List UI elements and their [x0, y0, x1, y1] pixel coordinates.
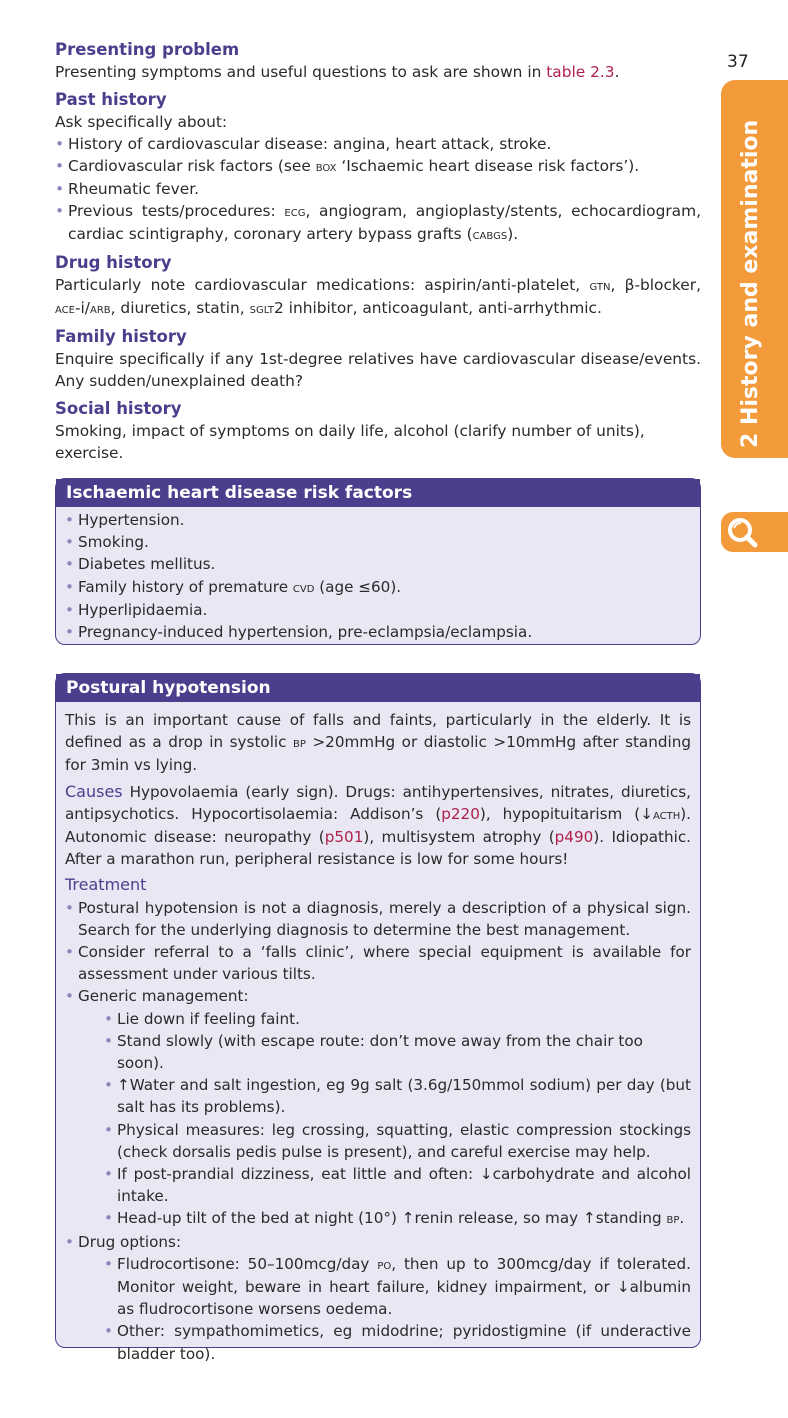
list-item: • Other: sympathomimetics, eg midodrine; pyridostigmine (if underactive bladder too). — [104, 1320, 691, 1364]
postural-box-title: Postural hypotension — [56, 674, 700, 702]
family-history-text: Enquire specifically if any 1st-degree relatives have cardiovascular disease/events. Any sudden/unexplained death? — [55, 350, 701, 390]
ihd-risk-factors-box — [55, 478, 701, 645]
drug-options-list — [78, 1253, 691, 1365]
list-item: • Hypertension. — [65, 509, 691, 531]
family-history-heading: Family history — [55, 327, 187, 346]
social-history-heading: Social history — [55, 399, 182, 418]
list-item: • ↑Water and salt ingestion, eg 9g salt (3.6g/150mmol sodium) per day (but salt has its problems). — [104, 1074, 691, 1118]
causes-label: Causes — [65, 781, 123, 801]
list-item: • Head-up tilt of the bed at night (10°) ↑renin release, so may ↑standing bp. — [104, 1207, 691, 1230]
ihd-box-title: Ischaemic heart disease risk factors — [56, 479, 700, 507]
table-2-3-link[interactable]: table 2.3 — [546, 63, 615, 81]
list-item: • Hyperlipidaemia. — [65, 599, 691, 621]
p490-link[interactable]: p490 — [554, 828, 594, 847]
ihd-risk-list — [65, 509, 691, 643]
list-item: • Smoking. — [65, 531, 691, 553]
page-number: 37 — [727, 52, 749, 72]
past-history-heading: Past history — [55, 90, 167, 109]
p501-link[interactable]: p501 — [324, 828, 364, 847]
list-item: • If post-prandial dizziness, eat little and often: ↓carbohydrate and alcohol intake. — [104, 1163, 691, 1207]
treatment-heading: Treatment — [65, 875, 147, 895]
presenting-problem-section — [55, 39, 701, 83]
list-item: • Diabetes mellitus. — [65, 553, 691, 575]
list-item: • Family history of premature cvd (age ≤60). — [65, 576, 691, 599]
presenting-problem-text: Presenting symptoms and useful questions to ask are shown in table 2.3. — [55, 63, 620, 81]
list-item: • Previous tests/procedures: ecg, angiogram, angioplasty/stents, echocardiogram, cardiac scintigraphy, coronary artery bypass grafts (cabgs). — [55, 200, 701, 246]
list-item: • Cardiovascular risk factors (see box ‘Ischaemic heart disease risk factors’). — [55, 155, 701, 178]
postural-causes: Causes Hypovolaemia (early sign). Drugs: antihypertensives, nitrates, diuretics, antipsychotics. Hypocortisolaemia: Addison’s (p220), hypopituitarism (↓acth). Autonomic disease: neuropathy (p501), multisystem atrophy (p490). Idiopathic. After a marathon run, peripheral resistance is low for some hours! — [65, 781, 692, 869]
list-item: • Stand slowly (with escape route: don’t move away from the chair too soon). — [104, 1030, 691, 1074]
postural-intro: This is an important cause of falls and faints, particularly in the elderly. It is defined as a drop in systolic bp >20mmHg or diastolic >10mmHg after standing for 3min vs lying. — [65, 711, 691, 775]
past-history-list — [55, 133, 701, 246]
main-text-column — [55, 39, 701, 470]
drug-history-section — [55, 252, 701, 320]
chapter-tab[interactable] — [721, 80, 788, 458]
generic-management-list — [78, 1008, 691, 1231]
drug-history-text: Particularly note cardiovascular medications: aspirin/anti-platelet, gtn, β-blocker, ace-i/arb, diuretics, statin, sglt2 inhibitor, anticoagulant, anti-arrhythmic. — [55, 276, 701, 317]
postural-box-body — [56, 702, 700, 1369]
list-item: • Rheumatic fever. — [55, 178, 701, 200]
magnifier-tab[interactable] — [721, 512, 788, 552]
past-history-intro: Ask specifically about: — [55, 113, 228, 131]
ihd-box-body — [56, 507, 700, 647]
magnifier-icon — [721, 512, 788, 552]
past-history-section — [55, 89, 701, 246]
list-item: • Pregnancy-induced hypertension, pre-eclampsia/eclampsia. — [65, 621, 691, 643]
list-item: • Drug options: • Fludrocortisone: 50–100mcg/day po, then up to 300mcg/day if tolerated. Monitor weight, beware in heart failure, kidney impairment, or ↓albumin as fludrocortisone worsens oedema. • Other: sympathomimetics, eg midodrine; pyridostigmine (if underactive bladder too). — [65, 1231, 691, 1365]
list-item: • Postural hypotension is not a diagnosis, merely a description of a physical sign. Search for the underlying diagnosis to determine the best management. — [65, 897, 691, 941]
family-history-section — [55, 326, 701, 392]
p220-link[interactable]: p220 — [441, 804, 480, 823]
list-item: • History of cardiovascular disease: angina, heart attack, stroke. — [55, 133, 701, 155]
postural-hypotension-box — [55, 673, 701, 1363]
chapter-tab-label: 2 History and examination — [738, 119, 763, 448]
social-history-section — [55, 398, 701, 464]
list-item: • Fludrocortisone: 50–100mcg/day po, then up to 300mcg/day if tolerated. Monitor weight, beware in heart failure, kidney impairment, or ↓albumin as fludrocortisone worsens oedema. — [104, 1253, 691, 1321]
social-history-text: Smoking, impact of symptoms on daily life, alcohol (clarify number of units), exercise. — [55, 422, 645, 462]
list-item: • Consider referral to a ‘falls clinic’, where special equipment is available for assessment under various tilts. — [65, 941, 691, 985]
list-item: • Generic management: • Lie down if feeling faint. • Stand slowly (with escape route: don’t move away from the chair too soon). • ↑Water and salt ingestion, eg 9g salt (3.6g/150mmol sodium) per day (but salt has its problems). • Physical measures: leg crossing, squatting, elastic compression stockings (check dorsalis pedis pulse is present), and careful exercise may help. • If post-prandial dizziness, eat little and often: ↓carbohydrate and alcohol intake. • Head-up tilt of the bed at night (10°) ↑renin release, so may ↑standing bp. — [65, 985, 691, 1230]
treatment-list — [65, 897, 691, 1365]
list-item: • Physical measures: leg crossing, squatting, elastic compression stockings (check dorsalis pedis pulse is present), and careful exercise may help. — [104, 1119, 691, 1163]
drug-history-heading: Drug history — [55, 253, 172, 272]
presenting-problem-heading: Presenting problem — [55, 40, 240, 59]
list-item: • Lie down if feeling faint. — [104, 1008, 691, 1030]
